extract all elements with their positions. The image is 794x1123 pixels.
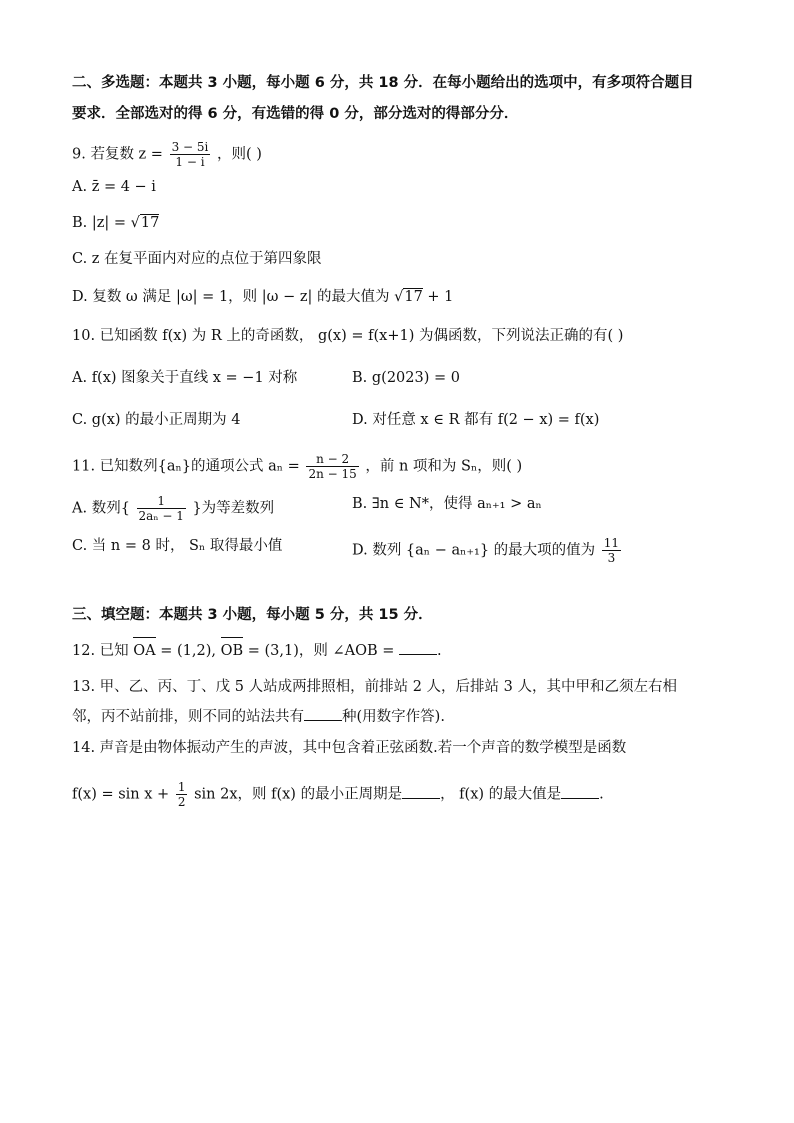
section-2-heading-line-2: 要求．全部选对的得 6 分，有选错的得 0 分，部分选对的得部分分． bbox=[72, 106, 519, 122]
question-11-option-c: C. 当 n = 8 时， Sₙ 取得最小值 bbox=[72, 538, 283, 554]
answer-blank bbox=[402, 784, 440, 799]
question-13-line-2: 邻，丙不站前排，则不同的站法共有 种(用数字作答). bbox=[72, 706, 445, 727]
question-14-line-1: 14. 声音是由物体振动产生的声波，其中包含着正弦函数.若一个声音的数学模型是函数 bbox=[72, 740, 627, 756]
question-11-stem: 11. 已知数列{aₙ}的通项公式 aₙ = $\frac{n - 2}{2n - 15}$ ，前 n 项和为 Sₙ，则( ) bbox=[72, 452, 523, 481]
question-10-stem: 10. 已知函数 f(x) 为 R 上的奇函数， g(x) = f(x+1) 为偶函数，下列说法正确的有( ) bbox=[72, 328, 624, 344]
question-9-stem: 9. 若复数 z = $\frac{3 - 5i}{1 - i}$ ，则( ) bbox=[72, 140, 262, 169]
question-11-option-a-fraction: $\frac{1}{\text{2aₙ − 1}}$ bbox=[138, 494, 184, 523]
question-11-fraction: $\frac{n - 2}{2n - 15}$ bbox=[308, 452, 357, 481]
question-14-fraction: $\frac{1}{2}$ bbox=[177, 780, 186, 809]
question-11-option-d: D. 数列 {aₙ − aₙ₊₁} 的最大项的值为 $\frac{11}{3}$ bbox=[352, 536, 620, 565]
question-11-option-b: B. ∃n ∈ N*，使得 aₙ₊₁ > aₙ bbox=[352, 496, 542, 512]
answer-blank bbox=[304, 706, 342, 721]
question-12: 12. 已知 OA = (1,2), OB = (3,1)，则 ∠AOB = . bbox=[72, 640, 442, 661]
answer-blank bbox=[561, 784, 599, 799]
question-9-fraction: $\frac{3 - 5i}{1 - i}$ bbox=[171, 140, 209, 169]
vector-oa: OA bbox=[133, 643, 156, 659]
question-9-option-a: A. z̄ = 4 − i bbox=[72, 179, 156, 195]
vector-ob: OB bbox=[220, 643, 244, 659]
answer-blank bbox=[399, 640, 437, 655]
question-11-option-a: A. 数列{ $\frac{1}{\text{2aₙ − 1}}$ }为等差数列 bbox=[72, 494, 275, 523]
question-9-option-d: D. 复数 ω 满足 |ω| = 1，则 |ω − z| 的最大值为 √17 + 1 bbox=[72, 289, 454, 305]
question-10-option-a: A. f(x) 图象关于直线 x = −1 对称 bbox=[72, 370, 298, 386]
question-11-option-d-fraction: $\frac{11}{3}$ bbox=[603, 536, 620, 565]
section-3-heading: 三、填空题：本题共 3 小题，每小题 5 分，共 15 分． bbox=[72, 607, 433, 623]
section-2-heading-line-1: 二、多选题：本题共 3 小题，每小题 6 分，共 18 分．在每小题给出的选项中，有多项符合题目 bbox=[72, 75, 694, 91]
question-9-option-c: C. z 在复平面内对应的点位于第四象限 bbox=[72, 251, 322, 267]
question-10-option-b: B. g(2023) = 0 bbox=[352, 370, 460, 386]
question-13-line-1: 13. 甲、乙、丙、丁、戊 5 人站成两排照相，前排站 2 人，后排站 3 人，其中甲和乙须左右相 bbox=[72, 679, 677, 695]
question-9-option-b: B. |z| = √17 bbox=[72, 215, 160, 231]
question-10-option-d: D. 对任意 x ∈ R 都有 f(2 − x) = f(x) bbox=[352, 412, 600, 428]
question-10-option-c: C. g(x) 的最小正周期为 4 bbox=[72, 412, 241, 428]
question-14-line-2: f(x) = sin x + $\frac{1}{2}$ sin 2x，则 f(x) 的最小正周期是 ， f(x) 的最大值是 . bbox=[72, 780, 604, 809]
